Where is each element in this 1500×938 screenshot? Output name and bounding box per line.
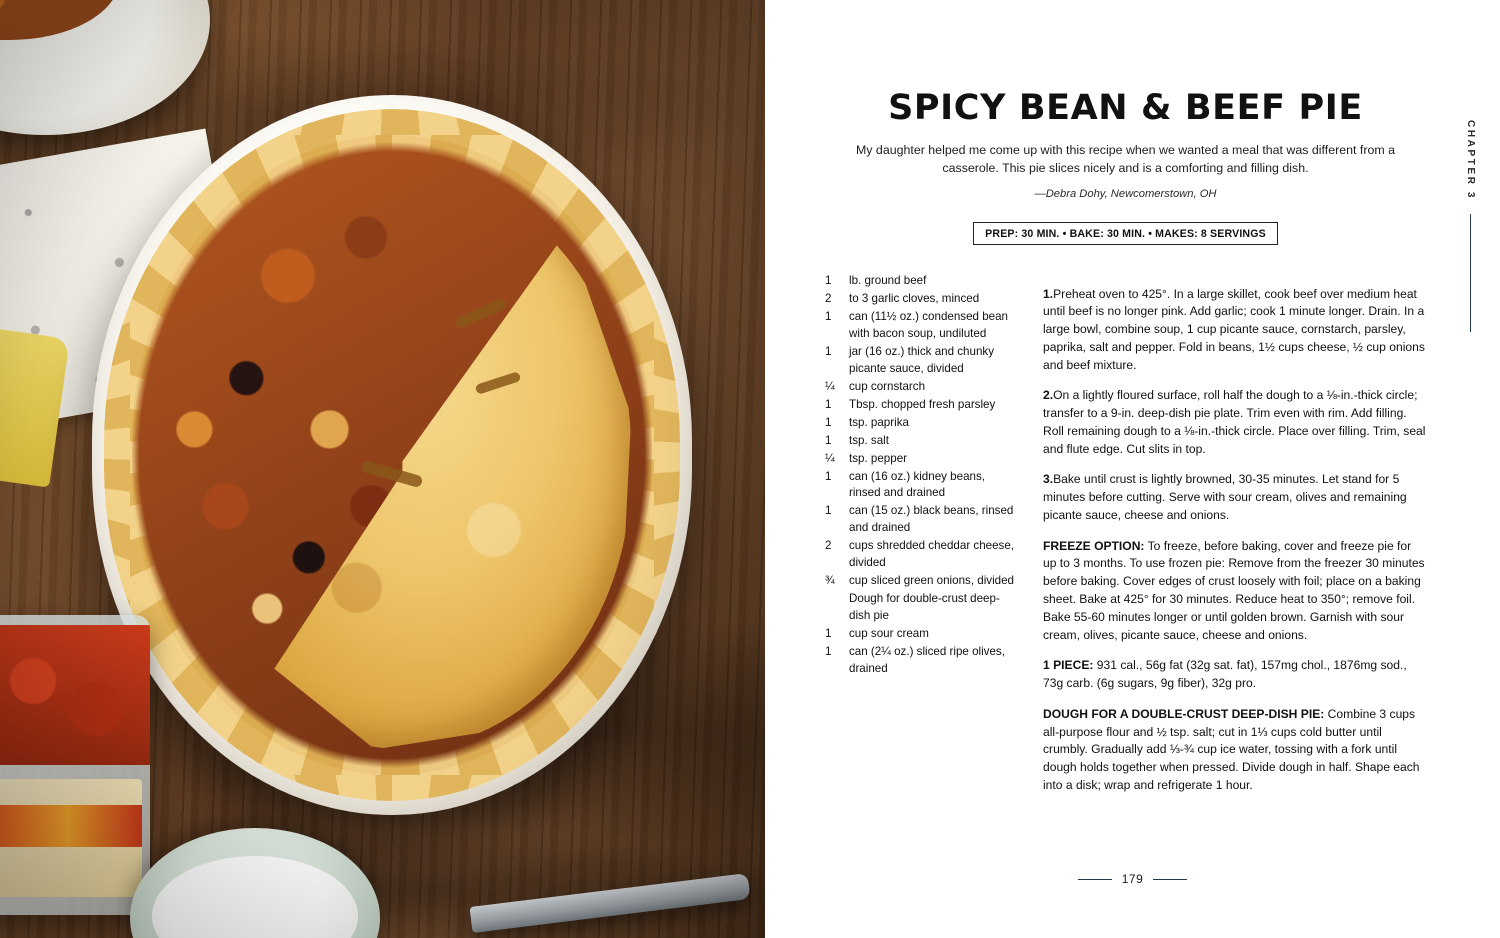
recipe-columns xyxy=(825,273,1426,807)
chapter-marker xyxy=(1465,120,1476,332)
list-item xyxy=(825,451,1017,468)
pie-dish xyxy=(92,95,692,815)
folio-rule-left xyxy=(1078,879,1112,880)
ingredient-quantity: 1 xyxy=(825,345,832,359)
jar-contents xyxy=(0,625,150,765)
step-number: 2. xyxy=(1043,388,1054,403)
ingredient-text: to 3 garlic cloves, minced xyxy=(849,292,980,306)
freeze-option-label: FREEZE OPTION: xyxy=(1043,538,1145,553)
ingredient-text: can (2¼ oz.) sliced ripe olives, drained xyxy=(849,644,1005,675)
direction-step xyxy=(1043,471,1426,524)
list-item xyxy=(825,397,1017,414)
nutrition-label: 1 PIECE: xyxy=(1043,658,1094,673)
ingredient-text: Tbsp. chopped fresh parsley xyxy=(849,397,996,411)
ingredient-text: tsp. pepper xyxy=(849,451,908,465)
ingredient-quantity: 1 xyxy=(825,504,832,518)
direction-step xyxy=(1043,387,1426,458)
recipe-meta-bar xyxy=(825,222,1426,245)
list-item xyxy=(825,433,1017,450)
ingredient-quantity: 1 xyxy=(825,469,832,483)
list-item xyxy=(825,469,1017,503)
ingredient-text: Dough for double-crust deep-dish pie xyxy=(849,592,1000,622)
list-item xyxy=(825,626,1017,643)
ingredient-text: can (16 oz.) kidney beans, rinsed and drained xyxy=(849,469,985,500)
chapter-rule xyxy=(1470,214,1471,332)
page-folio xyxy=(765,872,1500,886)
jar-label xyxy=(0,779,142,897)
chapter-label: CHAPTER 3 xyxy=(1465,120,1476,201)
freeze-option-note xyxy=(1043,538,1426,645)
ingredient-quantity: 1 xyxy=(825,397,832,411)
sour-cream xyxy=(152,856,358,938)
nutrition-text: 931 cal., 56g fat (32g sat. fat), 157mg chol., 1876mg sod., 73g carb. (6g sugars, 9g fiber), 32g pro. xyxy=(1043,658,1407,691)
ingredient-text: jar (16 oz.) thick and chunky picante sauce, divided xyxy=(849,345,994,376)
recipe-page xyxy=(765,0,1500,938)
list-item xyxy=(825,503,1017,537)
recipe-attribution: —Debra Dohy, Newcomerstown, OH xyxy=(1034,188,1217,201)
list-item xyxy=(825,591,1017,625)
ingredient-quantity: 1 xyxy=(825,415,832,429)
ingredient-quantity: 1 xyxy=(825,433,832,447)
ingredient-quantity: 2 xyxy=(825,539,832,553)
list-item xyxy=(825,379,1017,396)
prep-bake-servings-badge: PREP: 30 MIN. • BAKE: 30 MIN. • MAKES: 8 SERVINGS xyxy=(973,222,1278,245)
step-number: 1. xyxy=(1043,286,1054,301)
ingredient-quantity: ¾ xyxy=(825,574,835,588)
dough-note-label: DOUGH FOR A DOUBLE-CRUST DEEP-DISH PIE: xyxy=(1043,706,1325,721)
list-item xyxy=(825,644,1017,678)
picante-sauce-jar xyxy=(0,615,150,915)
recipe-intro: My daughter helped me come up with this recipe when we wanted a meal that was different from a casserole. This pie slices nicely and is a comforting and filling dish. xyxy=(855,143,1396,175)
ingredient-quantity: ¼ xyxy=(825,379,835,393)
page-title: SPICY BEAN & BEEF PIE xyxy=(888,88,1363,128)
ingredient-text: cup sour cream xyxy=(849,626,929,640)
ingredient-quantity: 1 xyxy=(825,274,832,288)
ingredients-list xyxy=(825,273,1017,807)
list-item xyxy=(825,291,1017,308)
step-text: Preheat oven to 425°. In a large skillet, cook beef over medium heat until beef is no longer pink. Add garlic; cook 1 minute longer. Drain. In a large bowl, combine soup, 1 cup picante sauce, cornstarch, parsley, paprika, salt and pepper. Fold in beans, 1½ cups cheese, ½ cup onions and beef mixture. xyxy=(1043,286,1425,372)
list-item xyxy=(825,309,1017,343)
dough-note-text: Combine 3 cups all-purpose flour and ½ tsp. salt; cut in 1⅓ cups cold butter until crumbly. Gradually add ⅓-¾ cup ice water, tossing with a fork until dough holds together when pressed. Divide dough in half. Shape each into a disk; wrap and refrigerate 1 hour. xyxy=(1043,706,1420,792)
ingredient-text: cup cornstarch xyxy=(849,379,926,393)
ingredient-quantity: 1 xyxy=(825,644,832,658)
folio-rule-right xyxy=(1153,879,1187,880)
ingredient-quantity: 2 xyxy=(825,292,832,306)
step-number: 3. xyxy=(1043,472,1054,487)
freeze-option-text: To freeze, before baking, cover and freeze pie for up to 3 months. To use frozen pie: Remove from the freezer 30 minutes before baking. Cover edges of crust loosely with foil; place on a baking sheet. Bake at 425° for 30 minutes. Reduce heat to 350°; remove foil. Bake 55-60 minutes longer or until golden brown. Garnish with sour cream, olives, picante sauce, cheese and onions. xyxy=(1043,538,1425,642)
fluted-crust-edge xyxy=(104,109,680,800)
ingredient-text: can (15 oz.) black beans, rinsed and drained xyxy=(849,504,1014,535)
ingredient-text: cups shredded cheddar cheese, divided xyxy=(849,539,1015,570)
nutrition-info xyxy=(1043,657,1426,693)
page-number: 179 xyxy=(1121,872,1144,886)
dough-note xyxy=(1043,706,1426,795)
ingredient-text: lb. ground beef xyxy=(849,274,927,288)
step-text: Bake until crust is lightly browned, 30-35 minutes. Let stand for 5 minutes before cutting. Serve with sour cream, olives and remaining picante sauce, cheese and onions. xyxy=(1043,472,1407,522)
step-text: On a lightly floured surface, roll half the dough to a ⅛-in.-thick circle; transfer to a 9-in. deep-dish pie plate. Trim even with rim. Add filling. Roll remaining dough to a ⅛-in.-thick circle. Place over filling. Trim, seal and flute edge. Cut slits in top. xyxy=(1043,388,1426,456)
ingredient-quantity: 1 xyxy=(825,626,832,640)
ingredient-text: can (11½ oz.) condensed bean with bacon soup, undiluted xyxy=(849,310,1008,341)
list-item xyxy=(825,415,1017,432)
ingredient-quantity: 1 xyxy=(825,310,832,324)
list-item xyxy=(825,538,1017,572)
direction-step xyxy=(1043,286,1426,375)
ingredient-quantity xyxy=(825,591,849,625)
ingredient-text: tsp. salt xyxy=(849,433,889,447)
ingredient-text: cup sliced green onions, divided xyxy=(849,574,1014,588)
list-item xyxy=(825,573,1017,590)
ingredient-quantity: ¼ xyxy=(825,451,835,465)
directions-list xyxy=(1043,273,1426,807)
list-item xyxy=(825,273,1017,290)
ingredient-text: tsp. paprika xyxy=(849,415,909,429)
list-item xyxy=(825,344,1017,378)
